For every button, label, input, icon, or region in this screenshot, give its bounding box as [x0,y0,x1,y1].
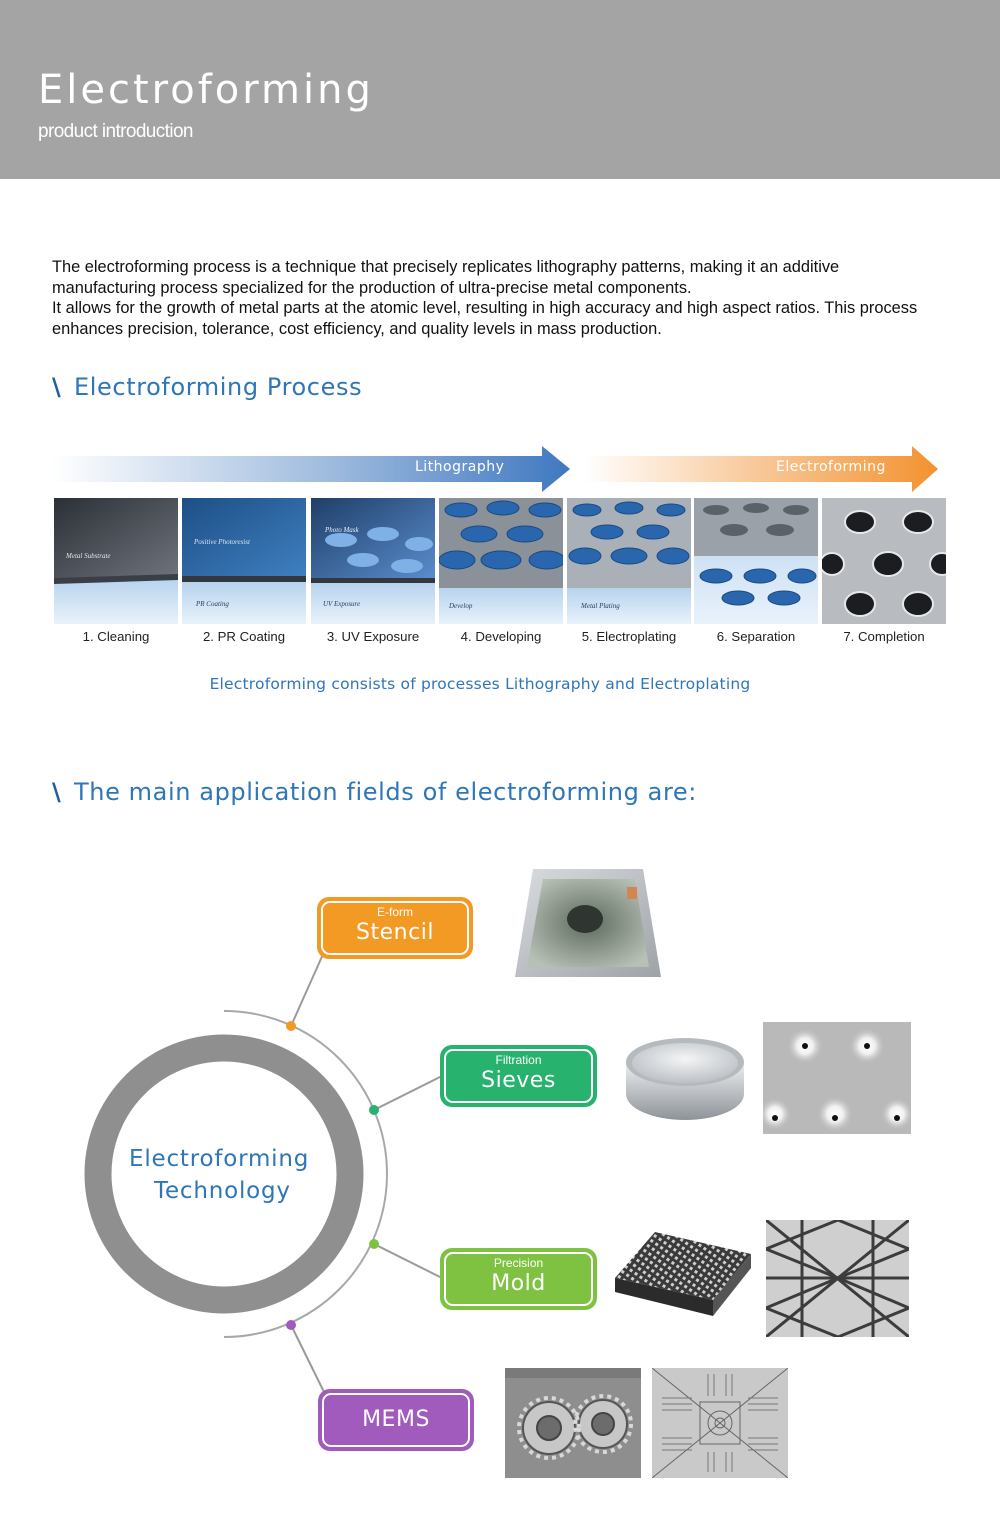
connector-mems [291,1325,324,1392]
badge-mems [318,1389,474,1451]
step-image [54,498,178,624]
process-steps [54,498,946,658]
step-image [567,498,691,624]
center-label-line1: Electroforming [129,1146,310,1172]
intro-paragraph-2: It allows for the growth of metal parts at the atomic level, resulting in high accuracy and high aspect ratios. This process enhances precision, tolerance, cost efficiency, and quality levels in mass production. [52,299,918,338]
step-electroplating [567,498,691,658]
mems-chip-photo [652,1368,788,1478]
step-note-top: Photo Mask [325,526,359,534]
badge-sieves [440,1045,597,1107]
connector-stencil [291,952,324,1026]
badge-small-text: E-form [377,905,413,919]
center-ring [98,1048,350,1300]
badge-big-text: Stencil [356,920,434,945]
badge-big-text: Sieves [481,1068,556,1093]
dot-mems [286,1320,296,1330]
step-caption: 6. Separation [716,629,796,644]
step-uv-exposure [311,498,435,658]
intro-text [52,257,932,339]
applications-diagram [0,820,1000,1514]
dot-stencil [286,1021,296,1031]
section-heading-applications [52,777,697,807]
step-caption: 3. UV Exposure [326,629,420,644]
dot-mold [369,1239,379,1249]
section-heading-process [52,372,362,402]
step-caption: 7. Completion [843,629,925,644]
badge-big-text: Mold [491,1271,546,1296]
page-title: Electroforming [38,67,374,113]
step-completion [822,498,946,658]
step-note: Metal Plating [581,602,620,610]
lithography-label: Lithography [415,459,505,475]
connector-mold [374,1244,442,1278]
stencil-photo [515,867,661,981]
process-caption: Electroforming consists of processes Lithography and Electroplating [209,675,751,693]
step-image [439,498,563,624]
mems-gear-photo [505,1368,641,1478]
sieve-photo [622,1032,748,1124]
step-note: PR Coating [196,600,229,608]
connector-sieves [374,1076,442,1110]
step-note: UV Exposure [323,600,361,608]
badge-small-text: Filtration [495,1053,542,1067]
heading-text: Electroforming Process [74,373,363,401]
sieve-sem-photo [763,1022,911,1134]
step-note: Metal Substrate [66,552,111,560]
step-caption: 2. PR Coating [202,629,286,644]
heading-text: The main application fields of electroforming are: [74,778,697,806]
page-subtitle: product introduction [38,121,193,142]
step-image [694,498,818,624]
mold-sem-photo [766,1220,909,1337]
badge-small-text: Precision [493,1256,544,1270]
mold-photo [615,1228,751,1322]
step-image [822,498,946,624]
step-caption: 5. Electroplating [581,629,677,644]
step-separation [694,498,818,658]
intro-paragraph-1: The electroforming process is a technique that precisely replicates lithography patterns, making it an additive manufacturing process specialized for the production of ultra-precise metal components. [52,258,840,297]
heading-slash: \ [52,373,62,401]
step-image [311,498,435,624]
dot-sieves [369,1105,379,1115]
electroforming-label: Electroforming [776,459,886,475]
step-developing [439,498,563,658]
badge-stencil [317,897,473,959]
header-banner [0,0,1000,179]
center-label-line2: Technology [154,1178,291,1204]
step-note: Develop [449,602,473,610]
step-pr-coating [182,498,306,658]
step-cleaning [54,498,178,658]
badge-mold [440,1248,597,1310]
badge-big-text: MEMS [362,1407,430,1432]
step-caption: 4. Developing [460,629,542,644]
step-caption: 1. Cleaning [82,629,150,644]
heading-slash: \ [52,778,62,806]
step-image [182,498,306,624]
step-note-top: Positive Photoresist [194,538,250,546]
